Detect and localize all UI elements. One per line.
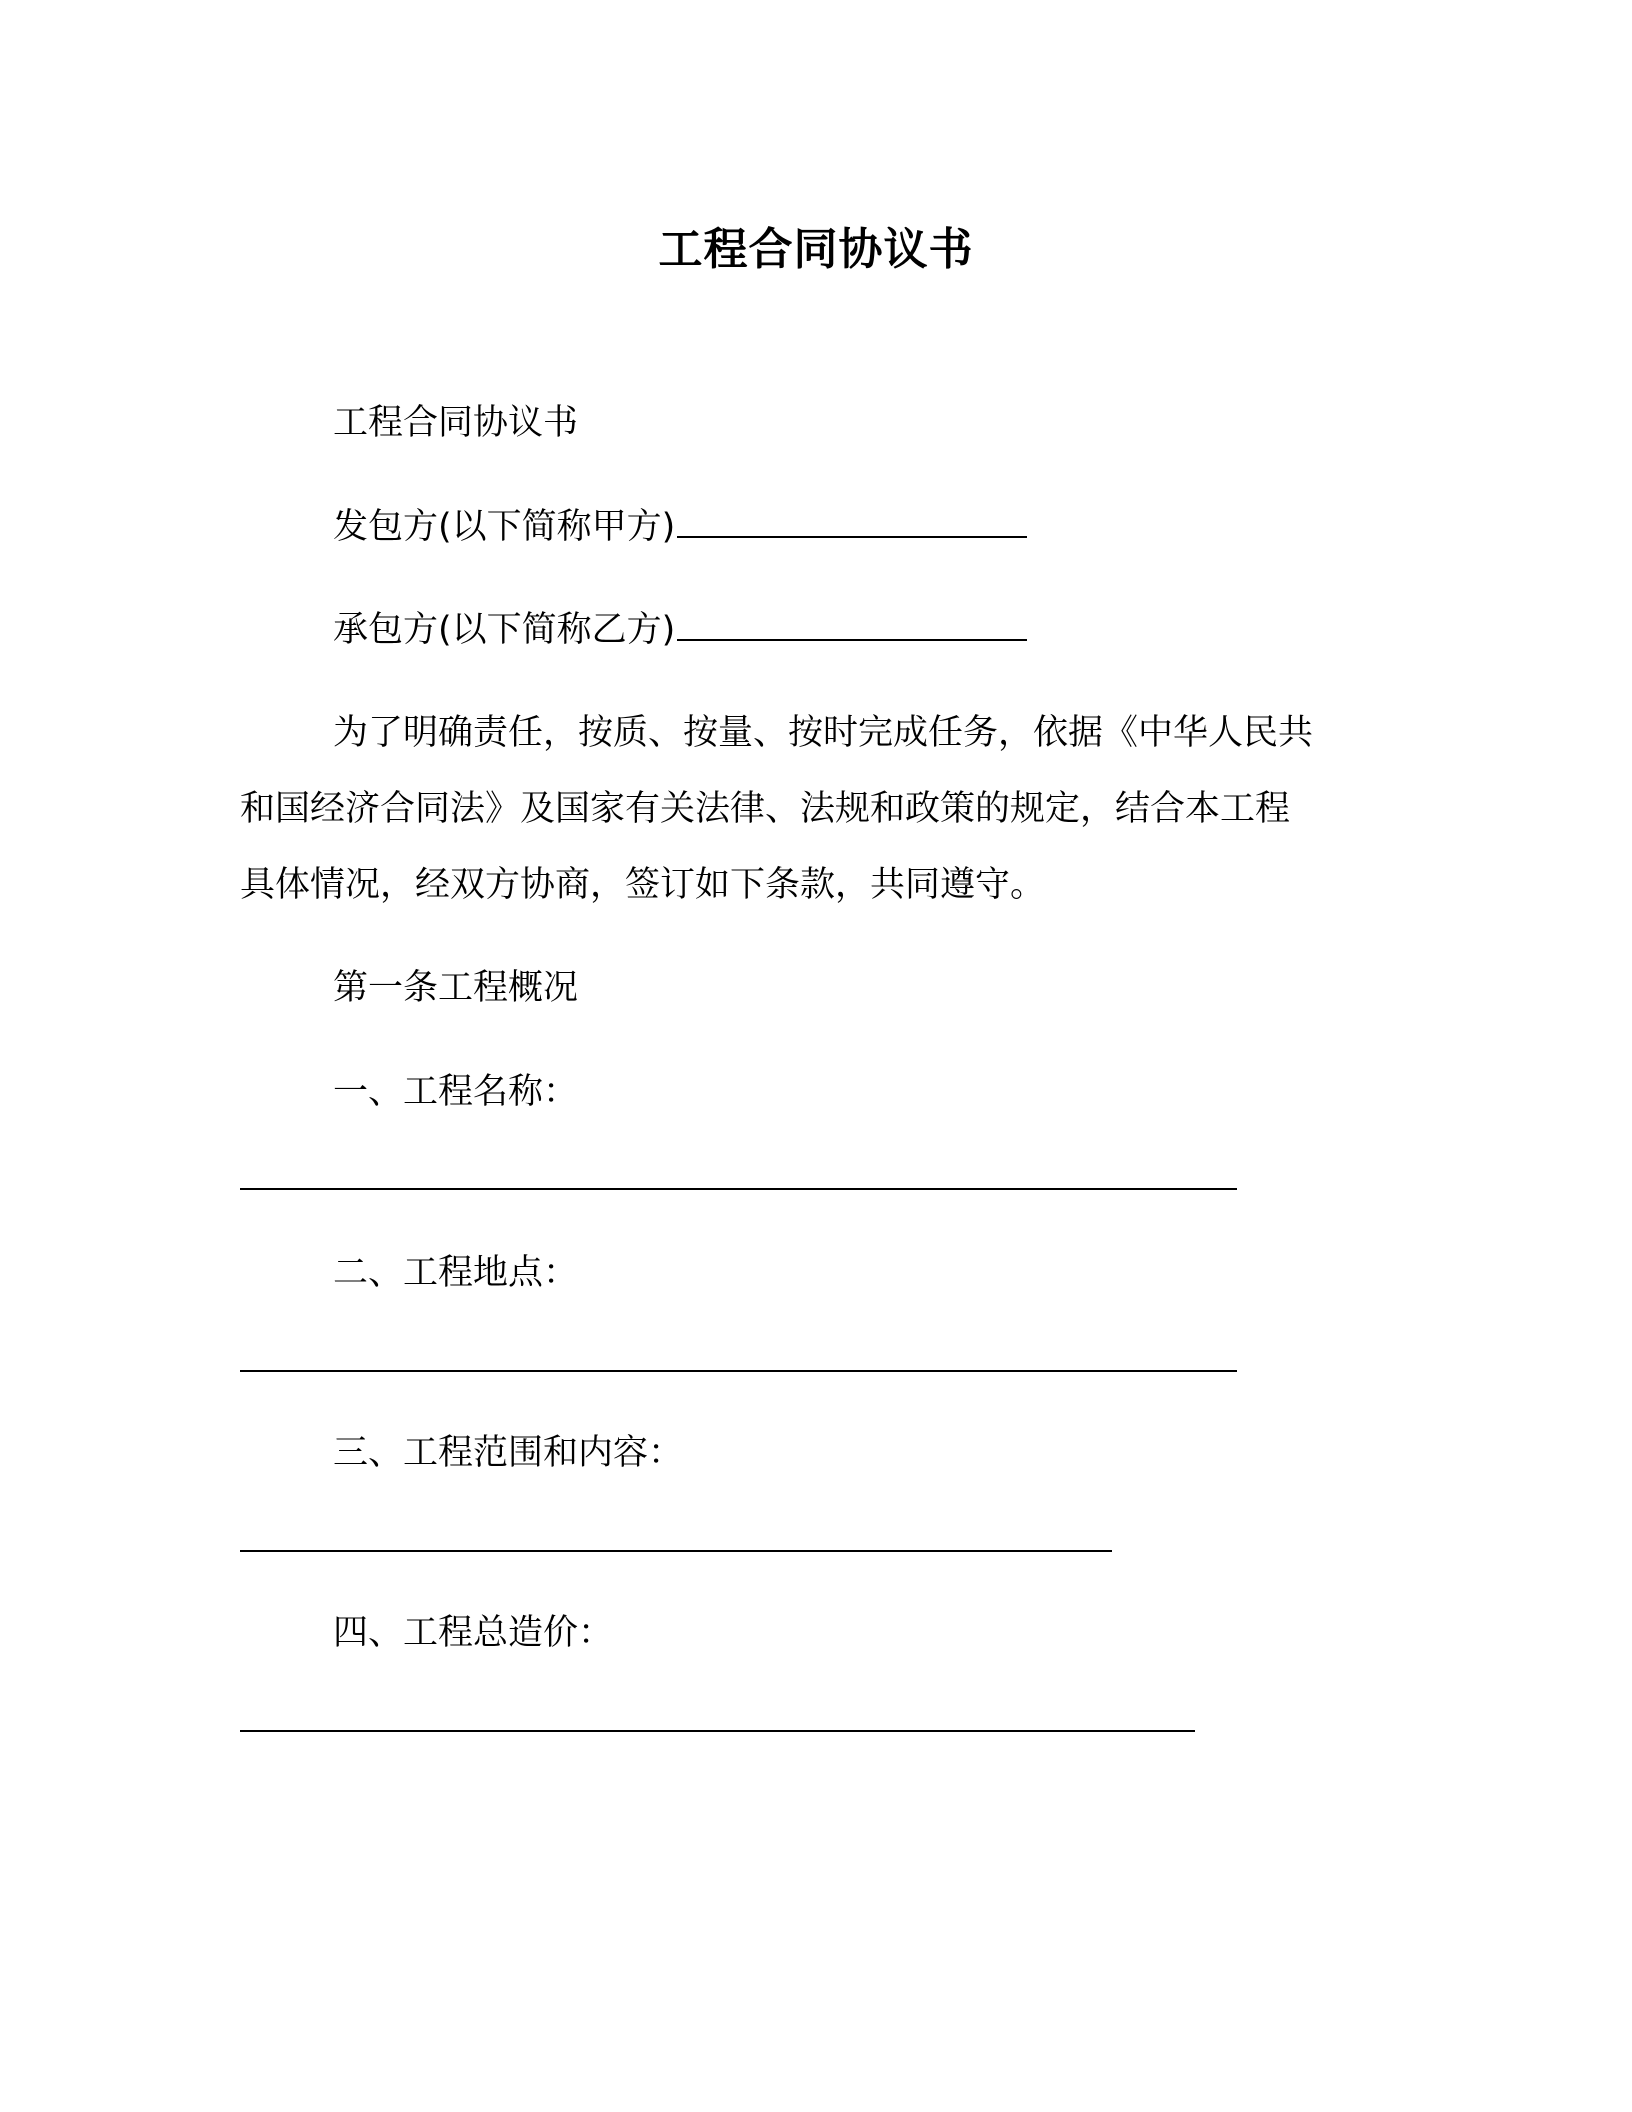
item-3-label: 三、工程范围和内容： <box>333 1433 684 1473</box>
item-2-blank[interactable] <box>240 1370 1237 1372</box>
document-title: 工程合同协议书 <box>658 224 974 275</box>
party-a-line <box>333 500 1027 552</box>
document-heading: 工程合同协议书 <box>333 403 579 443</box>
intro-paragraph-line-2: 和国经济合同法》及国家有关法律、法规和政策的规定，结合本工程 <box>240 789 1291 829</box>
item-4-blank[interactable] <box>240 1730 1195 1732</box>
party-a-blank[interactable] <box>677 500 1027 538</box>
item-2-label: 二、工程地点： <box>333 1253 579 1293</box>
item-4-label: 四、工程总造价： <box>333 1613 614 1653</box>
item-1-blank[interactable] <box>240 1188 1237 1190</box>
item-1-label: 一、工程名称： <box>333 1072 579 1112</box>
intro-paragraph-line-3: 具体情况，经双方协商，签订如下条款，共同遵守。 <box>240 865 1046 905</box>
party-b-blank[interactable] <box>677 603 1027 641</box>
intro-paragraph-line-1: 为了明确责任，按质、按量、按时完成任务，依据《中华人民共 <box>333 713 1314 753</box>
party-b-label: 承包方(以下简称乙方) <box>333 610 676 650</box>
party-b-line <box>333 603 1027 655</box>
item-3-blank[interactable] <box>240 1550 1112 1552</box>
article-1-heading: 第一条工程概况 <box>333 968 579 1008</box>
party-a-label: 发包方(以下简称甲方) <box>333 507 676 547</box>
